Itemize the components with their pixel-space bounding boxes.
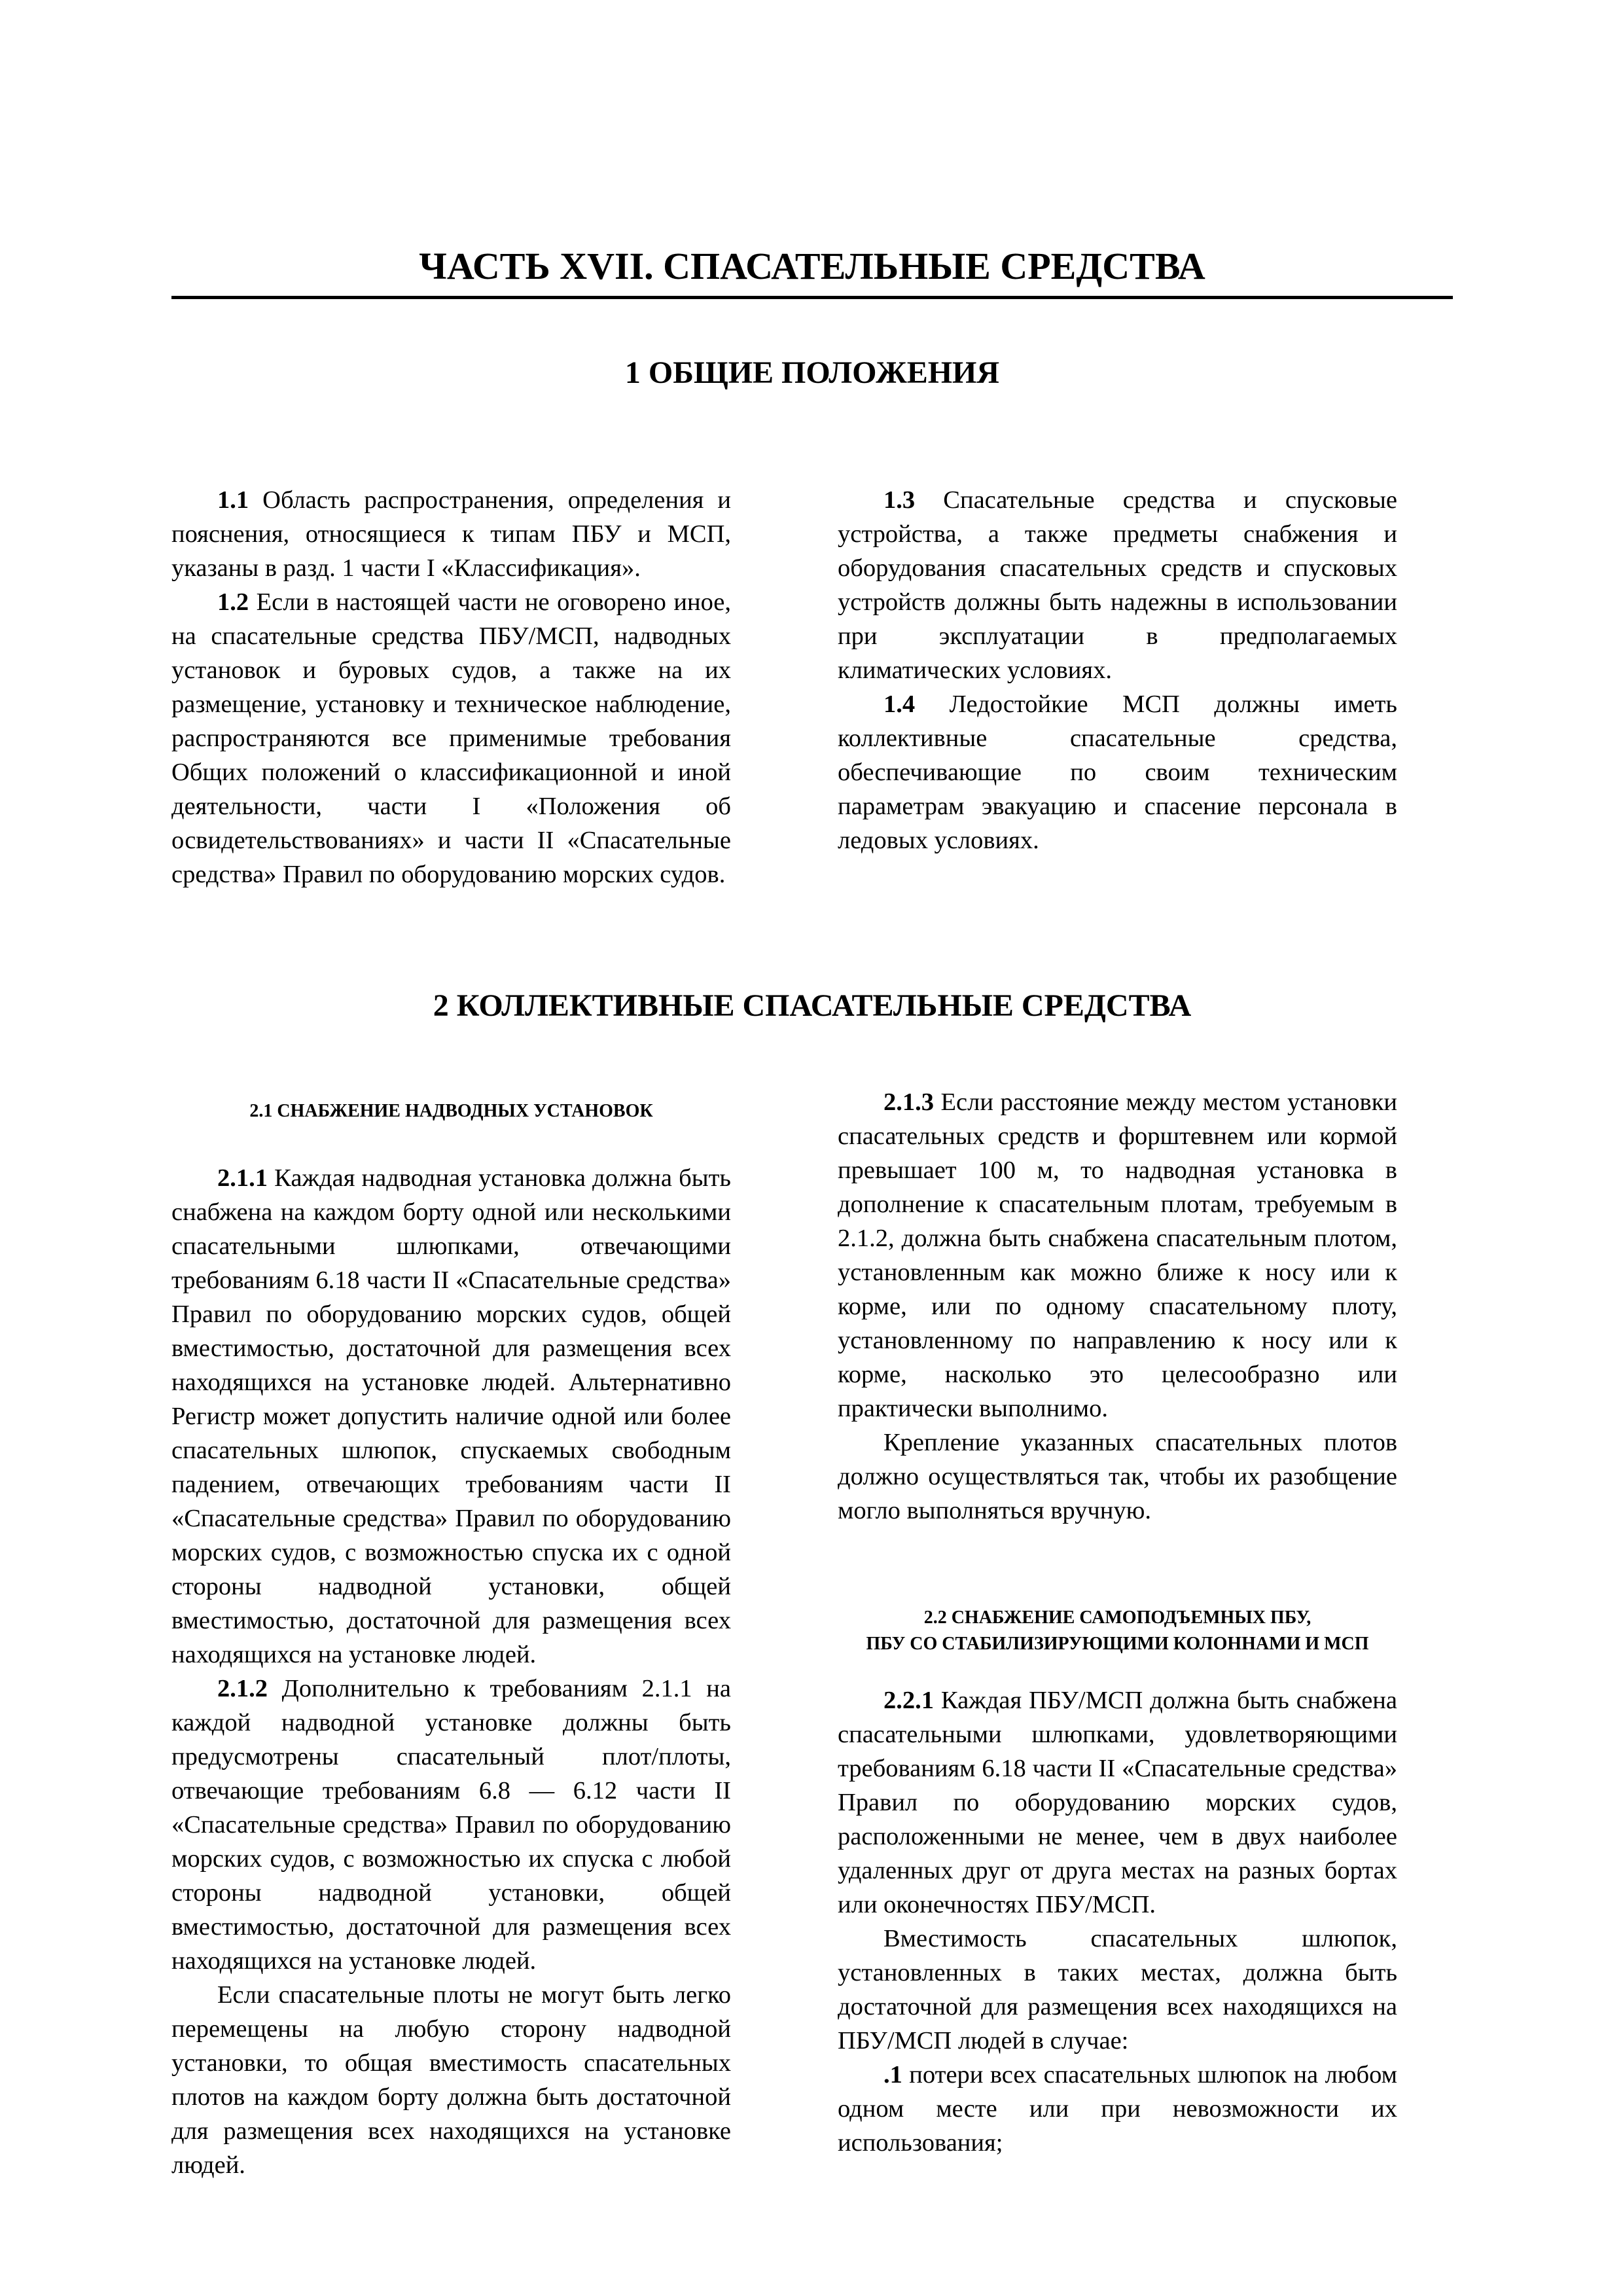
paragraph-number: 1.1: [217, 486, 249, 514]
paragraph-number: 2.1.3: [883, 1088, 934, 1116]
section-1-title: 1 ОБЩИЕ ПОЛОЖЕНИЯ: [624, 355, 1000, 390]
list-item-1: [838, 2058, 1397, 2160]
paragraph-text: Вместимость спасательных шлюпок, установленных в таких местах, должна быть достаточной для размещения всех находящихся на ПБУ/МСП людей в случае:: [838, 1925, 1397, 2054]
paragraph-2-1-3-cont: [838, 1426, 1397, 1528]
paragraph-text: Если в настоящей части не оговорено иное, на спасательные средства ПБУ/МСП, надводных установок и буровых судов, а также на их размещение, установку и техническое наблюдение, распространяются все применимые требования Общих положений о классификационной и иной деятельности, части I «Положения об освидетельствованиях» и части II «Спасательные средства» Правил по оборудованию морских судов.: [171, 588, 731, 888]
paragraph-text: Если спасательные плоты не могут быть легко перемещены на любую сторону надводной установки, то общая вместимость спасательных плотов на каждом борту должна быть достаточной для размещения всех находящихся на установке людей.: [171, 1981, 731, 2179]
section-1-left-column: [171, 483, 731, 891]
subsection-2-1-heading: 2.1 СНАБЖЕНИЕ НАДВОДНЫХ УСТАНОВОК: [249, 1101, 653, 1121]
section-2-left-column: [171, 1085, 731, 2182]
paragraph-text: Крепление указанных спасательных плотов должно осуществляться так, чтобы их разобщение могло выполняться вручную.: [838, 1429, 1397, 1524]
part-title: ЧАСТЬ XVII. СПАСАТЕЛЬНЫЕ СРЕДСТВА: [419, 245, 1205, 287]
title-rule: [171, 296, 1453, 299]
paragraph-1-4: [838, 687, 1397, 857]
paragraph-number: 1.2: [217, 588, 249, 616]
list-item-text: потери всех спасательных шлюпок на любом одном месте или при невозможности их использования;: [838, 2061, 1397, 2157]
paragraph-number: 1.3: [883, 486, 916, 514]
paragraph-number: 2.1.2: [217, 1675, 268, 1702]
paragraph-text: Дополнительно к требованиям 2.1.1 на каждой надводной установке должны быть предусмотрены спасательный плот/плоты, отвечающие требованиям 6.8 — 6.12 части II «Спасательные средства» Правил по оборудованию морских судов, с возможностью их спуска с любой стороны надводной установки, общей вместимостью, достаточной для размещения всех находящихся на установке людей.: [171, 1675, 731, 1975]
subsection-2-2-heading: [838, 1605, 1397, 1657]
list-item-number: .1: [883, 2061, 902, 2089]
paragraph-number: 2.2.1: [883, 1687, 934, 1714]
subsection-2-2-heading-line-2: ПБУ СО СТАБИЛИЗИРУЮЩИМИ КОЛОННАМИ И МСП: [866, 1634, 1369, 1654]
paragraph-text: Если расстояние между местом установки спасательных средств и форштевнем или кормой превышает 100 м, то надводная установка в дополнение к спасательным плотам, требуемым в 2.1.2, должна быть снабжена спасательным плотом, установленным как можно ближе к носу или к корме, или по одному спасательному плоту, установленному по направлению к носу или к корме, насколько это целесообразно или практически выполнимо.: [838, 1088, 1397, 1422]
subsection-2-2-heading-line-1: 2.2 СНАБЖЕНИЕ САМОПОДЪЕМНЫХ ПБУ,: [923, 1607, 1311, 1628]
paragraph-text: Спасательные средства и спусковые устройства, а также предметы снабжения и оборудования спасательных средств и спусковых устройств должны быть надежны в использовании при эксплуатации в предполагаемых климатических условиях.: [838, 486, 1397, 684]
paragraph-text: Каждая надводная установка должна быть снабжена на каждом борту одной или несколькими спасательными шлюпками, отвечающими требованиям 6.18 части II «Спасательные средства» Правил по оборудованию морских судов, общей вместимостью, достаточной для размещения всех находящихся на установке людей. Альтернативно Регистр может допустить наличие одной или более спасательных шлюпок, спускаемых свободным падением, отвечающих требованиям части II «Спасательные средства» Правил по оборудованию морских судов, с возможностью спуска их с одной стороны надводной установки, общей вместимостью, достаточной для размещения всех находящихся на установке людей.: [171, 1164, 731, 1668]
paragraph-number: 2.1.1: [217, 1164, 268, 1192]
paragraph-number: 1.4: [883, 691, 916, 718]
paragraph-2-2-1: [838, 1683, 1397, 1922]
paragraph-2-2-1-cont: [838, 1922, 1397, 2058]
paragraph-2-1-1: [171, 1161, 731, 1672]
paragraph-1-1: [171, 483, 731, 585]
paragraph-1-3: [838, 483, 1397, 687]
paragraph-2-1-3: [838, 1085, 1397, 1426]
paragraph-2-1-2-cont: [171, 1978, 731, 2182]
section-1-right-column: [838, 483, 1397, 857]
paragraph-1-2: [171, 585, 731, 891]
paragraph-text: Область распространения, определения и пояснения, относящиеся к типам ПБУ и МСП, указаны в разд. 1 части I «Классификация».: [171, 486, 731, 582]
paragraph-text: Каждая ПБУ/МСП должна быть снабжена спасательными шлюпками, удовлетворяющими требованиям 6.18 части II «Спасательные средства» Правил по оборудованию морских судов, расположенными не менее, чем в двух наиболее удаленных друг от друга местах на разных бортах или оконечностях ПБУ/МСП.: [838, 1687, 1397, 1918]
paragraph-text: Ледостойкие МСП должны иметь коллективные спасательные средства, обеспечивающие по своим техническим параметрам эвакуацию и спасение персонала в ледовых условиях.: [838, 691, 1397, 854]
section-2-right-column: [838, 1085, 1397, 2160]
section-2-title: 2 КОЛЛЕКТИВНЫЕ СПАСАТЕЛЬНЫЕ СРЕДСТВА: [433, 988, 1192, 1023]
paragraph-2-1-2: [171, 1672, 731, 1978]
